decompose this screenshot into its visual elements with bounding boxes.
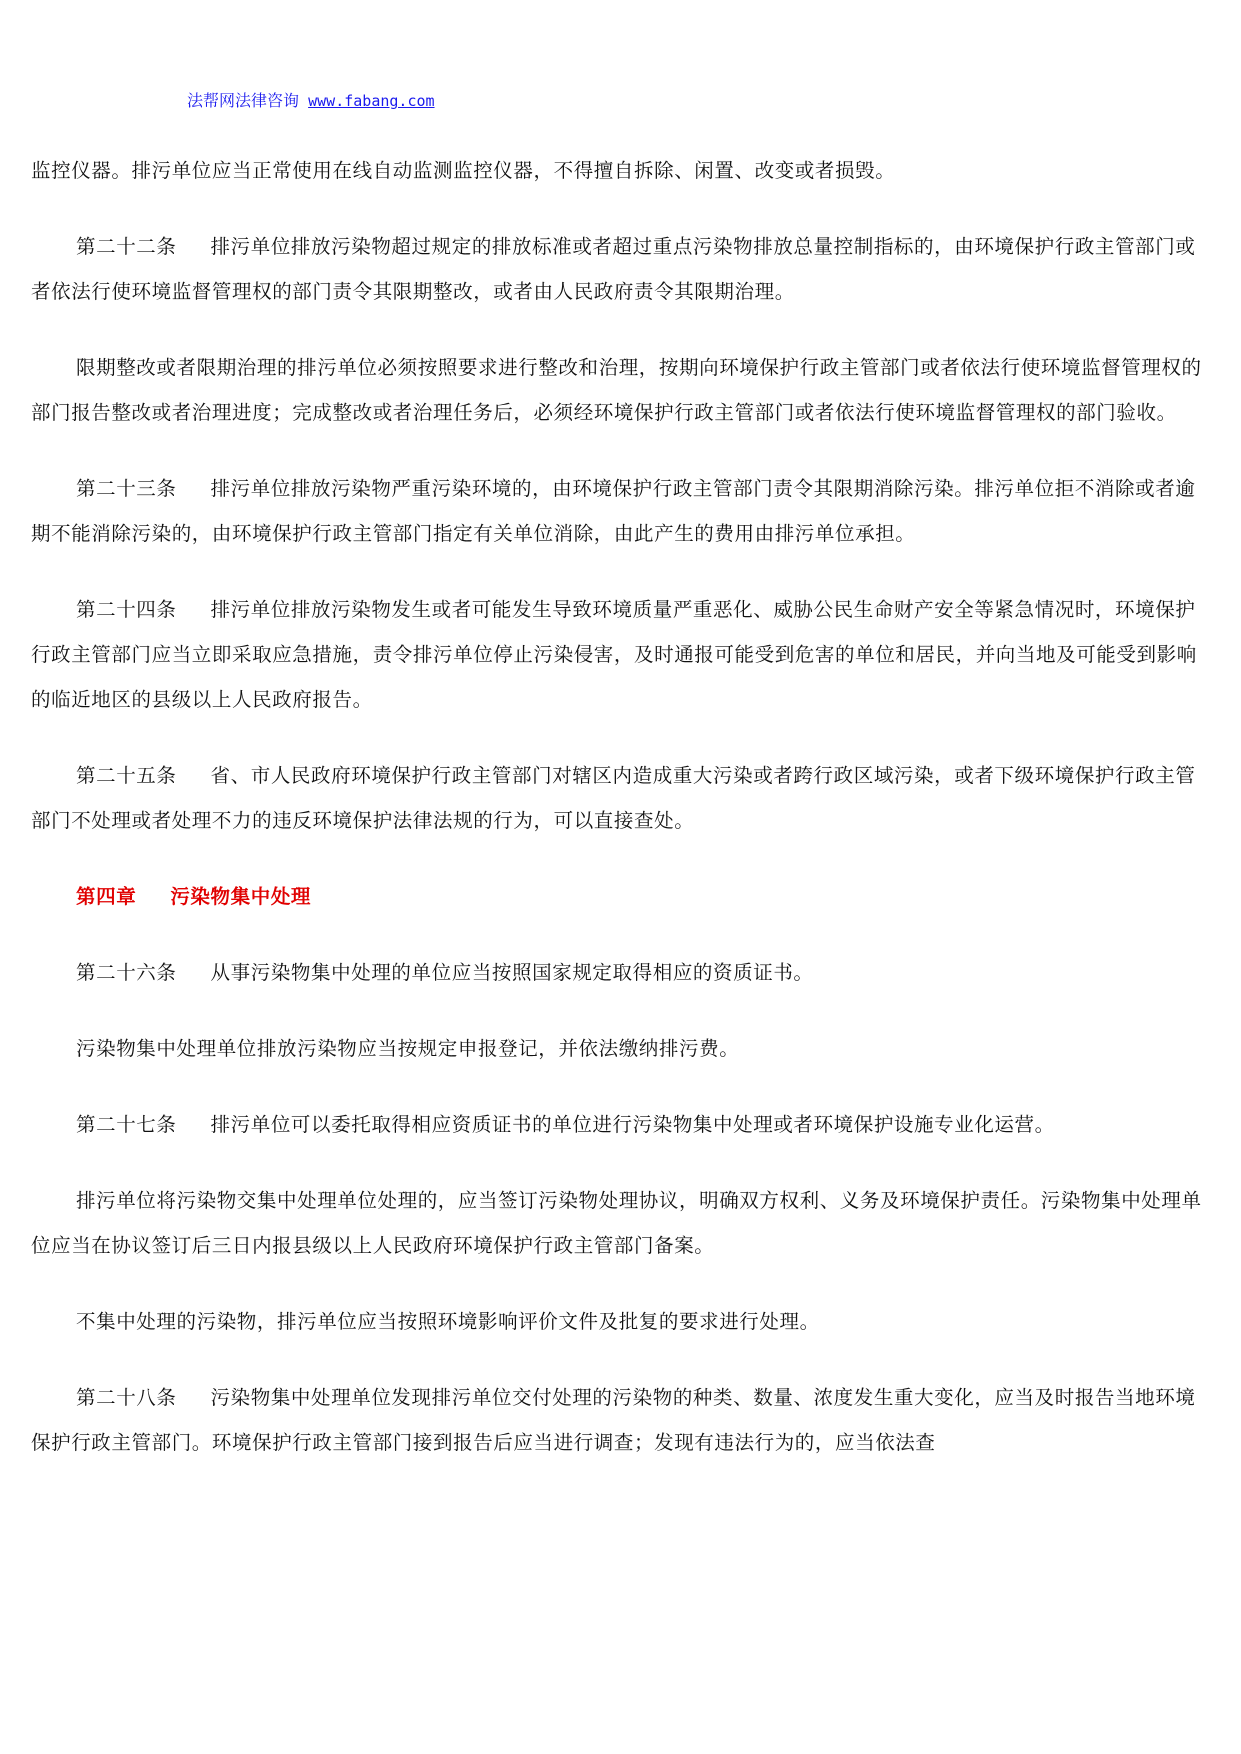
article-number: 第二十三条	[76, 477, 177, 500]
paragraph-text: 排污单位将污染物交集中处理单位处理的，应当签订污染物处理协议，明确双方权利、义务及环境保护责任。污染物集中处理单位应当在协议签订后三日内报县级以上人民政府环境保护行政主管部门备案。	[31, 1189, 1202, 1257]
article-paragraph	[31, 1102, 1211, 1147]
document-body	[31, 148, 1211, 1496]
paragraph	[31, 1299, 1211, 1344]
paragraph-text: 排污单位排放污染物超过规定的排放标准或者超过重点污染物排放总量控制指标的，由环境保护行政主管部门或者依法行使环境监督管理权的部门责令其限期整改，或者由人民政府责令其限期治理。	[31, 235, 1196, 303]
paragraph-text: 省、市人民政府环境保护行政主管部门对辖区内造成重大污染或者跨行政区域污染，或者下级环境保护行政主管部门不处理或者处理不力的违反环境保护法律法规的行为，可以直接查处。	[31, 764, 1196, 832]
paragraph-text: 从事污染物集中处理的单位应当按照国家规定取得相应的资质证书。	[210, 961, 814, 984]
chapter-heading	[31, 874, 1211, 919]
paragraph-text: 排污单位排放污染物严重污染环境的，由环境保护行政主管部门责令其限期消除污染。排污单位拒不消除或者逾期不能消除污染的，由环境保护行政主管部门指定有关单位消除，由此产生的费用由排污单位承担。	[31, 477, 1196, 545]
article-paragraph	[31, 224, 1211, 314]
chapter-title: 污染物集中处理	[170, 885, 312, 908]
paragraph-text: 排污单位可以委托取得相应资质证书的单位进行污染物集中处理或者环境保护设施专业化运营。	[210, 1113, 1055, 1136]
paragraph	[31, 1026, 1211, 1071]
page-header	[187, 91, 435, 111]
paragraph-text: 限期整改或者限期治理的排污单位必须按照要求进行整改和治理，按期向环境保护行政主管部门或者依法行使环境监督管理权的部门报告整改或者治理进度；完成整改或者治理任务后，必须经环境保护行政主管部门或者依法行使环境监督管理权的部门验收。	[31, 356, 1202, 424]
site-name-link[interactable]: 法帮网法律咨询	[187, 91, 300, 110]
article-number: 第二十八条	[76, 1386, 177, 1409]
site-url-link[interactable]: www.fabang.com	[308, 92, 435, 110]
paragraph-text: 污染物集中处理单位发现排污单位交付处理的污染物的种类、数量、浓度发生重大变化，应当及时报告当地环境保护行政主管部门。环境保护行政主管部门接到报告后应当进行调查；发现有违法行为的，应当依法查	[31, 1386, 1196, 1454]
article-number: 第二十五条	[76, 764, 177, 787]
paragraph-text: 排污单位排放污染物发生或者可能发生导致环境质量严重恶化、威胁公民生命财产安全等紧急情况时，环境保护行政主管部门应当立即采取应急措施，责令排污单位停止污染侵害，及时通报可能受到危害的单位和居民，并向当地及可能受到影响的临近地区的县级以上人民政府报告。	[31, 598, 1197, 711]
article-number: 第二十二条	[76, 235, 177, 258]
paragraph	[31, 148, 1211, 193]
article-paragraph	[31, 587, 1211, 722]
paragraph	[31, 1178, 1211, 1268]
paragraph-text: 监控仪器。排污单位应当正常使用在线自动监测监控仪器，不得擅自拆除、闲置、改变或者损毁。	[31, 159, 896, 182]
article-paragraph	[31, 753, 1211, 843]
article-number: 第二十四条	[76, 598, 177, 621]
article-paragraph	[31, 1375, 1211, 1465]
paragraph-text: 不集中处理的污染物，排污单位应当按照环境影响评价文件及批复的要求进行处理。	[76, 1310, 820, 1333]
paragraph	[31, 345, 1211, 435]
article-number: 第二十七条	[76, 1113, 177, 1136]
paragraph-text: 污染物集中处理单位排放污染物应当按规定申报登记，并依法缴纳排污费。	[76, 1037, 740, 1060]
article-paragraph	[31, 466, 1211, 556]
chapter-number: 第四章	[76, 885, 137, 908]
article-paragraph	[31, 950, 1211, 995]
article-number: 第二十六条	[76, 961, 177, 984]
